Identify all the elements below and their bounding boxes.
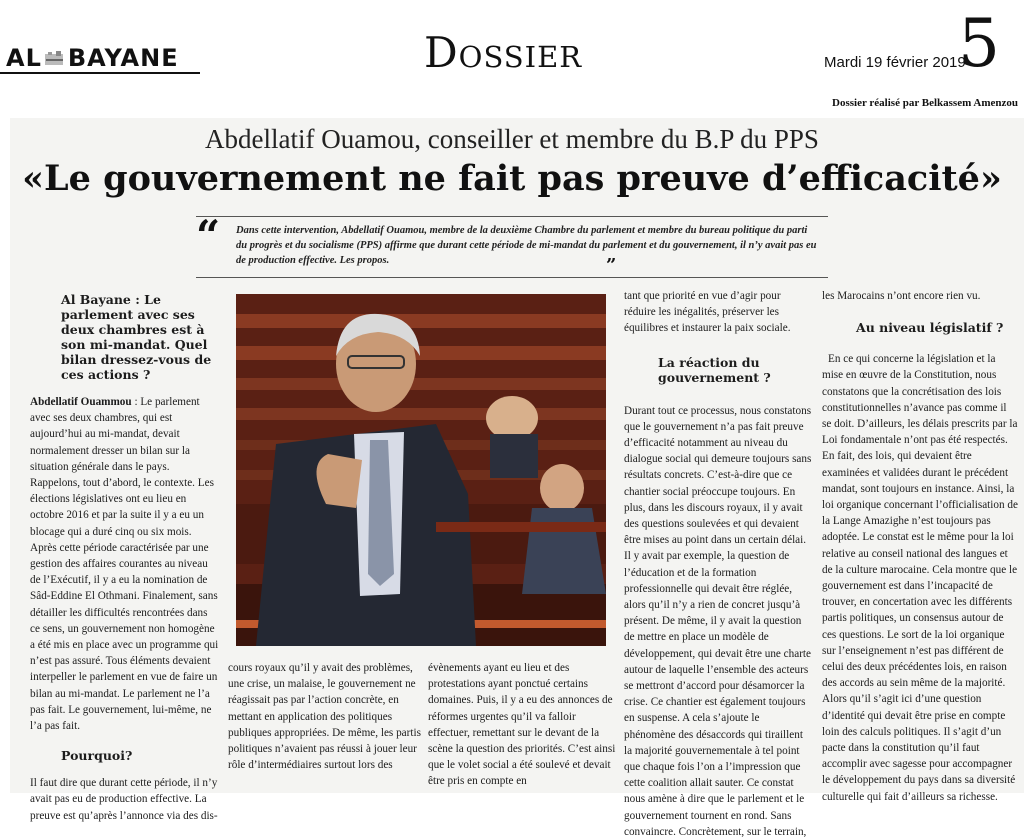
column-1 [4,292,224,824]
interview-question: Au niveau législatif ? [856,320,1004,336]
brand-right: BAYANE [67,44,179,72]
brand-left: AL [6,44,42,72]
byline: Dossier réalisé par Belkassem Amenzou [832,97,1018,109]
column-3 [428,660,618,790]
issue-date: Mardi 19 février 2019 [824,54,966,71]
interviewee-name: Abdellatif Ouammou [30,396,132,408]
intro-text: Dans cette intervention, Abdellatif Ouamou, membre de la deuxième Chambre du parlement et membre du bureau politique du parti du progrès et du socialisme (PPS) affirme que durant cette période de mi-mandat du parlement et du gouvernement, il n’y avait pas eu de production effective. Les propos. [236,225,817,266]
interviewee-photo [236,294,606,646]
close-quote-icon: ” [606,255,617,276]
answer-paragraph: cours royaux qu’il y avait des problèmes, une crise, un malaise, le gouvernement ne réagissait pas par l’action concrète, en mettant en application des politiques publiques appropriées. De même, les partis politiques n’avaient pas réussi à jouer leur rôle d’intermédiaires surtout lors des [228,662,421,772]
masthead [0,0,1024,109]
interview-question: Pourquoi? [61,748,133,764]
interview-question: La réaction du gouvernement ? [658,354,771,385]
answer-paragraph: les Marocains n’ont encore rien vu. [822,290,981,302]
open-quote-icon: “ [196,211,221,260]
brand-underline [0,72,200,74]
column-4 [624,288,812,840]
interview-question: Al Bayane : Le parlement avec ses deux chambres est à son mi-mandat. Quel bilan dressez-vous de ces actions ? [61,292,212,382]
article-kicker: Abdellatif Ouamou, conseiller et membre du B.P du PPS [205,124,819,154]
newspaper-logo [6,44,179,72]
answer-paragraph: évènements ayant eu lieu et des protestations ayant ponctué certains domaines. Puis, il y a eu des annonces de réformes urgentes qu’il va falloir effectuer, remettant sur le devant de la scène la question des priorités. C’est ainsi que le volet social a été soulevé et devait être pris en compte en [428,662,616,788]
article-headline: «Le gouvernement ne fait pas preuve d’efficacité» [22,158,1002,199]
answer-paragraph: En ce qui concerne la législation et la mise en œuvre de la Constitution, nous constatons que la concrétisation des lois constitutionnelles n’avance pas comme il se doit. D’ailleurs, les délais prescrits par la Loi fondamentale n’ont pas été respectés. En fait, des lois, qui devaient être examinées et validées durant le précédent mandat, sont toujours en instance. Ainsi, la loi organique concernant l’officialisation de la Lange Amazighe n’est toujours pas adoptée. Le constat est le même pour la loi relative au conseil national des langues et de la culture marocaine. Cela montre que le gouvernement est dans l’incapacité de trouver, en concertation avec les différents partis politiques, un consensus autour de ces questions. Le sort de la loi organique sur l’enseignement n’est pas différent de celui des deux précédentes lois, en raison des accords au sein même de la majorité. Alors qu’il s’agit ici d’une question d’identité qui devait être prise en compte loin des calculs politiques. Il s’agit d’un pacte dans la constitution qu’il faut accomplir avec sagesse pour accompagner le développement du pays dans sa diversité culturelle qui fait d’ailleurs sa richesse. [822,353,1018,803]
article-intro [196,211,828,278]
column-2 [228,660,426,773]
column-5 [822,288,1018,805]
answer-paragraph: tant que priorité en vue d’agir pour réduire les inégalités, préserver les équilibres et instaurer la paix sociale. [624,290,791,335]
answer-paragraph: Durant tout ce processus, nous constatons que le gouvernement n’a pas fait preuve d’efficacité notamment au niveau du dialogue social qui demeure toujours sans résultats concrets. C’est-à-dire que ce chantier social préoccupe toujours. En plus, dans les discours royaux, il y avait des questions soulevées et qui devaient être mises au point dans un certain délai. Il y avait par exemple, la question de l’éducation et de la formation professionnelle qui devait être réglée, alors qu’il n’y a rien de concret jusqu’à présent. De même, il y avait la question de mettre en place un modèle de développement, qui devait être une charte autour de laquelle l’ensemble des acteurs se mettront d’accord pour désamorcer la crise. Ce chantier est également toujours en suspense. A cela s’ajoute le phénomène des désaccords qui tiraillent la majorité gouvernementale à tel point que chaque fois l’on a l’impression que cette coalition allait sauter. Ce constat nous amène à dire que le parlement et le gouvernement tournent en rond. Sans convaincre. Concrètement, sur le terrain, [624,404,812,838]
answer-paragraph [4,394,224,734]
page-number: 5 [958,5,1000,82]
answer-paragraph: Il faut dire que durant cette période, il n’y avait pas eu de production effective. La preuve est qu’après l’annonce via des dis- [30,777,218,822]
answer-text: : Le parlement avec ses deux chambres, qui est aujourd’hui au mi-mandat, devait normalement dresser un bilan sur la situation générale dans le pays. Rappelons, tout d’abord, le contexte. Les élections législatives ont eu lieu en octobre 2016 et par la suite il y a eu un blocage qui a duré cinq ou six mois. Après cette période caractérisée par une gestion des affaires courantes au niveau de l’Exécutif, il y a eu la nomination de Sâd-Eddine El Othmani. Finalement, sans détailler les difficultés rencontrées dans ce sens, un gouvernement non homogène a été mis en place avec un programme qui n’est pas assuré. Tous éléments devaient interpeller le parlement en vue de faire un bilan au mi-mandat. Le parlement ne l’a pas fait. Le gouvernement, lui-même, ne l’a pas fait. [30,396,219,733]
section-title: Dossier [424,28,583,77]
logo-emblem-icon [44,45,66,61]
